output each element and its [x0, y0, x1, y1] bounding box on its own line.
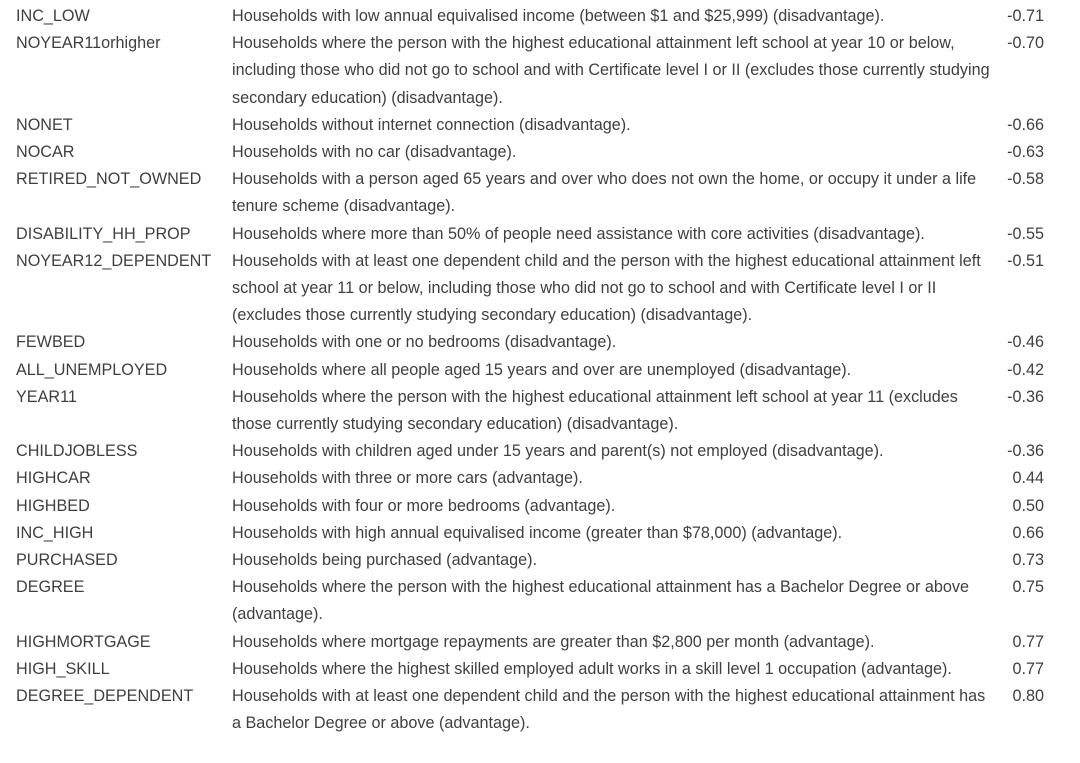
table-row: [0, 221, 1080, 248]
table-row: [0, 357, 1080, 384]
variable-loading: 0.44: [1012, 469, 1044, 488]
variable-description: Households where the person with the highest educational attainment left school at year 11 (excludes those currently studying secondary education) (disadvantage).: [232, 387, 958, 434]
variable-loading: -0.46: [1007, 333, 1044, 352]
variable-code: NOYEAR12_DEPENDENT: [16, 251, 212, 270]
table-row: [0, 3, 1080, 30]
table-row: [0, 656, 1080, 683]
variable-description: Households where more than 50% of people need assistance with core activities (disadvantage).: [232, 224, 925, 243]
variable-code: NOYEAR11orhigher: [16, 34, 161, 53]
variable-description: Households where the person with the highest educational attainment left school at year 10 or below, including those who did not go to school and with Certificate level I or II (excludes those currently studying secondary education) (disadvantage).: [232, 34, 990, 107]
variable-description: Households with a person aged 65 years and over who does not own the home, or occupy it under a life tenure scheme (disadvantage).: [232, 170, 977, 216]
variable-code: HIGHCAR: [16, 469, 91, 488]
variable-description: Households with at least one dependent child and the person with the highest educational attainment left school at year 11 or below, including those who did not go to school and with Certificate level I or II (excludes those currently studying secondary education) (disadvantage).: [232, 251, 981, 325]
variable-description: Households with no car (disadvantage).: [232, 143, 517, 162]
table-row: [0, 493, 1080, 520]
variable-description: Households with high annual equivalised income (greater than $78,000) (advantage).: [232, 523, 843, 542]
variable-table: [0, 3, 1080, 737]
variable-description: Households with at least one dependent child and the person with the highest educational attainment has a Bachelor Degree or above (advantage).: [232, 687, 986, 733]
variable-description: Households with children aged under 15 years and parent(s) not employed (disadvantage).: [232, 442, 884, 461]
table-row: [0, 438, 1080, 465]
variable-description: Households where all people aged 15 years and over are unemployed (disadvantage).: [232, 360, 852, 379]
table-row: [0, 465, 1080, 492]
variable-loading: -0.42: [1007, 360, 1044, 379]
variable-loading: 0.75: [1012, 578, 1044, 597]
variable-code: DISABILITY_HH_PROP: [16, 224, 191, 243]
variable-loading: -0.36: [1007, 387, 1044, 406]
variable-description: Households where the person with the highest educational attainment has a Bachelor Degree or above (advantage).: [232, 578, 969, 624]
variable-loading: -0.71: [1007, 7, 1044, 25]
variable-description: Households with three or more cars (advantage).: [232, 469, 583, 488]
variable-description: Households without internet connection (disadvantage).: [232, 115, 631, 134]
variable-description: Households being purchased (advantage).: [232, 551, 538, 570]
variable-code: DEGREE: [16, 578, 85, 597]
variable-description: Households where the highest skilled employed adult works in a skill level 1 occupation (advantage).: [232, 659, 952, 678]
variable-code: INC_LOW: [16, 7, 90, 25]
table-row: [0, 112, 1080, 139]
table-row: [0, 683, 1080, 737]
variable-description: Households where mortgage repayments are greater than $2,800 per month (advantage).: [232, 632, 875, 651]
variable-code: HIGHMORTGAGE: [16, 632, 151, 651]
variable-loading: -0.70: [1007, 34, 1044, 53]
variable-loading: 0.77: [1012, 659, 1044, 678]
variable-loading: -0.63: [1007, 143, 1044, 162]
variable-code: NOCAR: [16, 143, 75, 162]
table-row: [0, 574, 1080, 628]
variable-loading: 0.80: [1012, 687, 1044, 706]
variable-code: NONET: [16, 115, 73, 134]
variable-code: HIGH_SKILL: [16, 659, 110, 678]
variable-loading: -0.58: [1007, 170, 1044, 189]
table-row: [0, 629, 1080, 656]
variable-code: HIGHBED: [16, 496, 90, 515]
variable-loading: -0.36: [1007, 442, 1044, 461]
variable-code: ALL_UNEMPLOYED: [16, 360, 168, 379]
variable-loading: -0.66: [1007, 115, 1044, 134]
variable-loading: -0.55: [1007, 224, 1044, 243]
table-row: [0, 520, 1080, 547]
variable-loading: 0.50: [1012, 496, 1044, 515]
variable-description: Households with one or no bedrooms (disadvantage).: [232, 333, 617, 352]
table-row: [0, 547, 1080, 574]
variable-loading: 0.66: [1012, 523, 1044, 542]
variable-description: Households with four or more bedrooms (advantage).: [232, 496, 616, 515]
variable-loading: -0.51: [1007, 251, 1044, 270]
variable-code: YEAR11: [16, 387, 77, 406]
table-row: [0, 329, 1080, 356]
variable-loading: 0.77: [1012, 632, 1044, 651]
variable-loading: 0.73: [1012, 551, 1044, 570]
variable-description: Households with low annual equivalised income (between $1 and $25,999) (disadvantage).: [232, 7, 885, 25]
table-row: [0, 248, 1080, 330]
variable-code: RETIRED_NOT_OWNED: [16, 170, 202, 189]
variable-code: FEWBED: [16, 333, 86, 352]
table-row: [0, 166, 1080, 220]
table-row: [0, 384, 1080, 438]
table-row: [0, 139, 1080, 166]
variable-code: CHILDJOBLESS: [16, 442, 138, 461]
table-row: [0, 30, 1080, 112]
variable-code: INC_HIGH: [16, 523, 94, 542]
variable-code: PURCHASED: [16, 551, 118, 570]
variable-code: DEGREE_DEPENDENT: [16, 687, 194, 706]
